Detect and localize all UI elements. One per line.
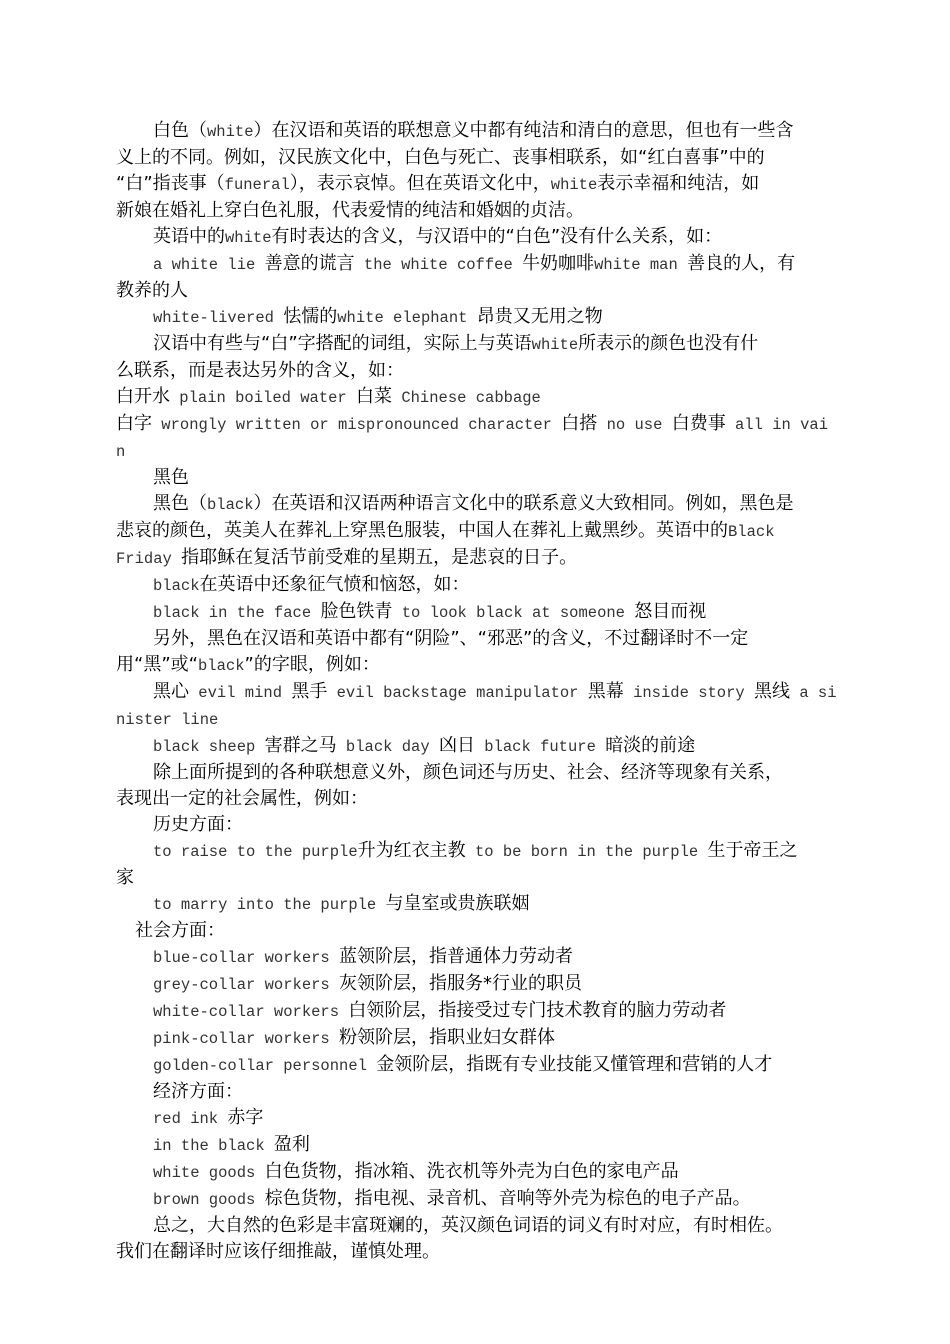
chinese-text: 有时表达的含义，与汉语中的“白色”没有什么关系，如： xyxy=(271,226,723,247)
english-term: black xyxy=(197,657,245,675)
text-line xyxy=(116,733,836,760)
text-line xyxy=(116,1186,836,1213)
english-term: a white lie xyxy=(153,256,265,274)
chinese-text: 白开水 xyxy=(116,386,170,407)
english-term: Friday xyxy=(116,550,182,568)
english-term: white xyxy=(531,336,579,354)
chinese-text: 总之，大自然的色彩是丰富斑斓的，英汉颜色词语的词义有时对应，有时相佐。 xyxy=(153,1215,783,1236)
english-term: white man xyxy=(594,256,688,274)
chinese-text: 新娘在婚礼上穿白色礼服，代表爱情的纯洁和婚姻的贞洁。 xyxy=(116,200,584,221)
text-line xyxy=(116,944,836,971)
text-line xyxy=(116,465,836,491)
english-term: to raise to the purple xyxy=(153,843,358,861)
chinese-text: 社会方面： xyxy=(135,920,225,941)
text-line xyxy=(116,918,836,944)
english-term: plain boiled water xyxy=(170,389,357,407)
chinese-text: 白字 xyxy=(116,413,152,434)
english-term: to be born in the purple xyxy=(465,843,708,861)
english-term: nister line xyxy=(116,711,219,729)
chinese-text: 历史方面： xyxy=(153,814,243,835)
chinese-text: 凶日 xyxy=(438,735,475,756)
chinese-text: 英语中的 xyxy=(153,226,225,247)
text-line xyxy=(116,652,836,679)
english-term: red ink xyxy=(153,1110,228,1128)
english-term: evil mind xyxy=(189,684,292,702)
text-line xyxy=(116,812,836,838)
chinese-text: 暗淡的前途 xyxy=(605,735,696,756)
chinese-text: 棕色货物，指电视、录音机、音响等外壳为棕色的电子产品。 xyxy=(264,1188,751,1209)
text-line xyxy=(116,1052,836,1079)
chinese-text: ）在英语和汉语两种语言文化中的联系意义大致相同。例如，黑色是 xyxy=(253,493,794,514)
chinese-text: 脸色铁青 xyxy=(320,601,393,622)
chinese-text: 赤字 xyxy=(227,1107,264,1128)
english-term: white xyxy=(550,176,598,194)
text-line xyxy=(116,1159,836,1186)
english-term: to marry into the purple xyxy=(153,896,386,914)
chinese-text: 灰领阶层，指服务*行业的职员 xyxy=(339,973,583,994)
chinese-text: 指耶稣在复活节前受难的星期五，是悲哀的日子。 xyxy=(181,547,578,568)
english-term: white xyxy=(207,123,254,141)
english-term: inside story xyxy=(623,684,755,702)
english-term: grey-collar workers xyxy=(153,976,340,994)
english-term: white xyxy=(225,229,272,247)
text-line xyxy=(116,760,836,786)
chinese-text: 教养的人 xyxy=(116,280,188,301)
english-term: black sheep xyxy=(153,738,265,756)
chinese-text: 么联系，而是表达另外的含义，如： xyxy=(116,360,404,381)
english-term: the white coffee xyxy=(354,256,523,274)
chinese-text: 牛奶咖啡 xyxy=(522,253,595,274)
chinese-text: ）在汉语和英语的联想意义中都有纯洁和清白的意思，但也有一些含 xyxy=(253,120,794,141)
text-line xyxy=(116,971,836,998)
english-term: white-livered xyxy=(153,309,284,327)
chinese-text: ），表示哀悼。但在英语文化中， xyxy=(289,173,551,194)
chinese-text: 盈利 xyxy=(273,1134,310,1155)
chinese-text: 升为红衣主教 xyxy=(357,840,466,861)
chinese-text: 家 xyxy=(116,867,134,888)
text-line xyxy=(116,331,836,358)
english-term: Black xyxy=(728,523,775,541)
english-term: golden-collar personnel xyxy=(153,1057,377,1075)
chinese-text: 悲哀的颜色，英美人在葬礼上穿黑色服装，中国人在葬礼上戴黑纱。英语中的 xyxy=(116,520,728,541)
text-line xyxy=(116,599,836,626)
chinese-text: 白菜 xyxy=(356,386,393,407)
chinese-text: ”的字眼，例如： xyxy=(244,654,380,675)
english-term: wrongly written or mispronounced character xyxy=(152,416,562,434)
english-term: n xyxy=(116,443,126,461)
chinese-text: 白费事 xyxy=(671,413,726,434)
text-line xyxy=(116,278,836,304)
text-line xyxy=(116,572,836,599)
english-term: evil backstage manipulator xyxy=(327,684,588,702)
chinese-text: 黑色 xyxy=(153,467,189,488)
english-term: in the black xyxy=(153,1137,274,1155)
chinese-text: 义上的不同。例如，汉民族文化中，白色与死亡、丧事相联系，如“红白喜事”中的 xyxy=(116,147,765,168)
text-line xyxy=(116,838,836,865)
text-line xyxy=(116,998,836,1025)
text-line xyxy=(116,518,836,545)
chinese-text: 除上面所提到的各种联想意义外，颜色词还与历史、社会、经济等现象有关系， xyxy=(153,762,783,783)
chinese-text: 黑手 xyxy=(291,681,328,702)
chinese-text: 用“黑”或“ xyxy=(116,654,198,675)
chinese-text: 白搭 xyxy=(561,413,598,434)
chinese-text: 生于帝王之 xyxy=(707,840,798,861)
english-term: black xyxy=(207,496,254,514)
english-term: funeral xyxy=(224,176,290,194)
english-term: black xyxy=(153,577,200,595)
text-line xyxy=(116,1079,836,1105)
english-term: black future xyxy=(474,738,606,756)
chinese-text: 黑幕 xyxy=(587,681,624,702)
text-line xyxy=(116,1213,836,1239)
chinese-text: 粉领阶层，指职业妇女群体 xyxy=(339,1027,556,1048)
chinese-text: 怒目而视 xyxy=(634,601,707,622)
text-line xyxy=(116,679,836,706)
text-line xyxy=(116,411,836,438)
english-term: black in the face xyxy=(153,604,321,622)
text-line xyxy=(116,626,836,652)
chinese-text: 另外，黑色在汉语和英语中都有“阴险”、“邪恶”的含义，不过翻译时不一定 xyxy=(153,628,749,649)
chinese-text: 表示幸福和纯洁，如 xyxy=(597,173,760,194)
text-line xyxy=(116,358,836,384)
english-term: all in vai xyxy=(725,416,829,434)
text-line xyxy=(116,545,836,572)
text-line xyxy=(116,304,836,331)
document-body xyxy=(116,118,836,1265)
text-line xyxy=(116,171,836,198)
text-line xyxy=(116,251,836,278)
chinese-text: 蓝领阶层，指普通体力劳动者 xyxy=(339,946,574,967)
english-term: to look black at someone xyxy=(392,604,635,622)
english-term: black day xyxy=(336,738,439,756)
chinese-text: 黑色（ xyxy=(153,493,207,514)
text-line xyxy=(116,384,836,411)
english-term: brown goods xyxy=(153,1191,265,1209)
chinese-text: 黑心 xyxy=(153,681,189,702)
text-line xyxy=(116,491,836,518)
chinese-text: 黑线 xyxy=(754,681,791,702)
english-term: Chinese cabbage xyxy=(392,389,541,407)
chinese-text: 白色（ xyxy=(153,120,207,141)
english-term: a si xyxy=(790,684,837,702)
chinese-text: 怯懦的 xyxy=(283,306,338,327)
english-term: pink-collar workers xyxy=(153,1030,340,1048)
english-term: white goods xyxy=(153,1164,265,1182)
chinese-text: 白色货物，指冰箱、洗衣机等外壳为白色的家电产品 xyxy=(264,1161,679,1182)
english-term: no use xyxy=(597,416,672,434)
english-term: blue-collar workers xyxy=(153,949,340,967)
chinese-text: 表现出一定的社会属性，例如： xyxy=(116,788,368,809)
english-term: white elephant xyxy=(337,309,477,327)
text-line xyxy=(116,118,836,145)
text-line xyxy=(116,1105,836,1132)
text-line xyxy=(116,786,836,812)
chinese-text: 白领阶层，指接受过专门技术教育的脑力劳动者 xyxy=(348,1000,727,1021)
chinese-text: 善意的谎言 xyxy=(264,253,355,274)
text-line xyxy=(116,891,836,918)
chinese-text: 在英语中还象征气愤和恼怒，如： xyxy=(199,574,470,595)
text-line xyxy=(116,706,836,733)
text-line xyxy=(116,1025,836,1052)
chinese-text: 善良的人，有 xyxy=(687,253,796,274)
text-line xyxy=(116,1239,836,1265)
chinese-text: 汉语中有些与“白”字搭配的词组，实际上与英语 xyxy=(153,333,532,354)
chinese-text: 经济方面： xyxy=(153,1081,243,1102)
text-line xyxy=(116,865,836,891)
text-line xyxy=(116,1132,836,1159)
chinese-text: “白”指丧事（ xyxy=(116,173,225,194)
chinese-text: 害群之马 xyxy=(264,735,337,756)
chinese-text: 与皇室或贵族联姻 xyxy=(385,893,530,914)
text-line xyxy=(116,145,836,171)
english-term: white-collar workers xyxy=(153,1003,349,1021)
chinese-text: 所表示的颜色也没有什 xyxy=(578,333,759,354)
text-line xyxy=(116,438,836,465)
text-line xyxy=(116,224,836,251)
text-line xyxy=(116,198,836,224)
chinese-text: 我们在翻译时应该仔细推敲，谨慎处理。 xyxy=(116,1241,440,1262)
chinese-text: 金领阶层，指既有专业技能又懂管理和营销的人才 xyxy=(376,1054,773,1075)
chinese-text: 昂贵又无用之物 xyxy=(476,306,603,327)
